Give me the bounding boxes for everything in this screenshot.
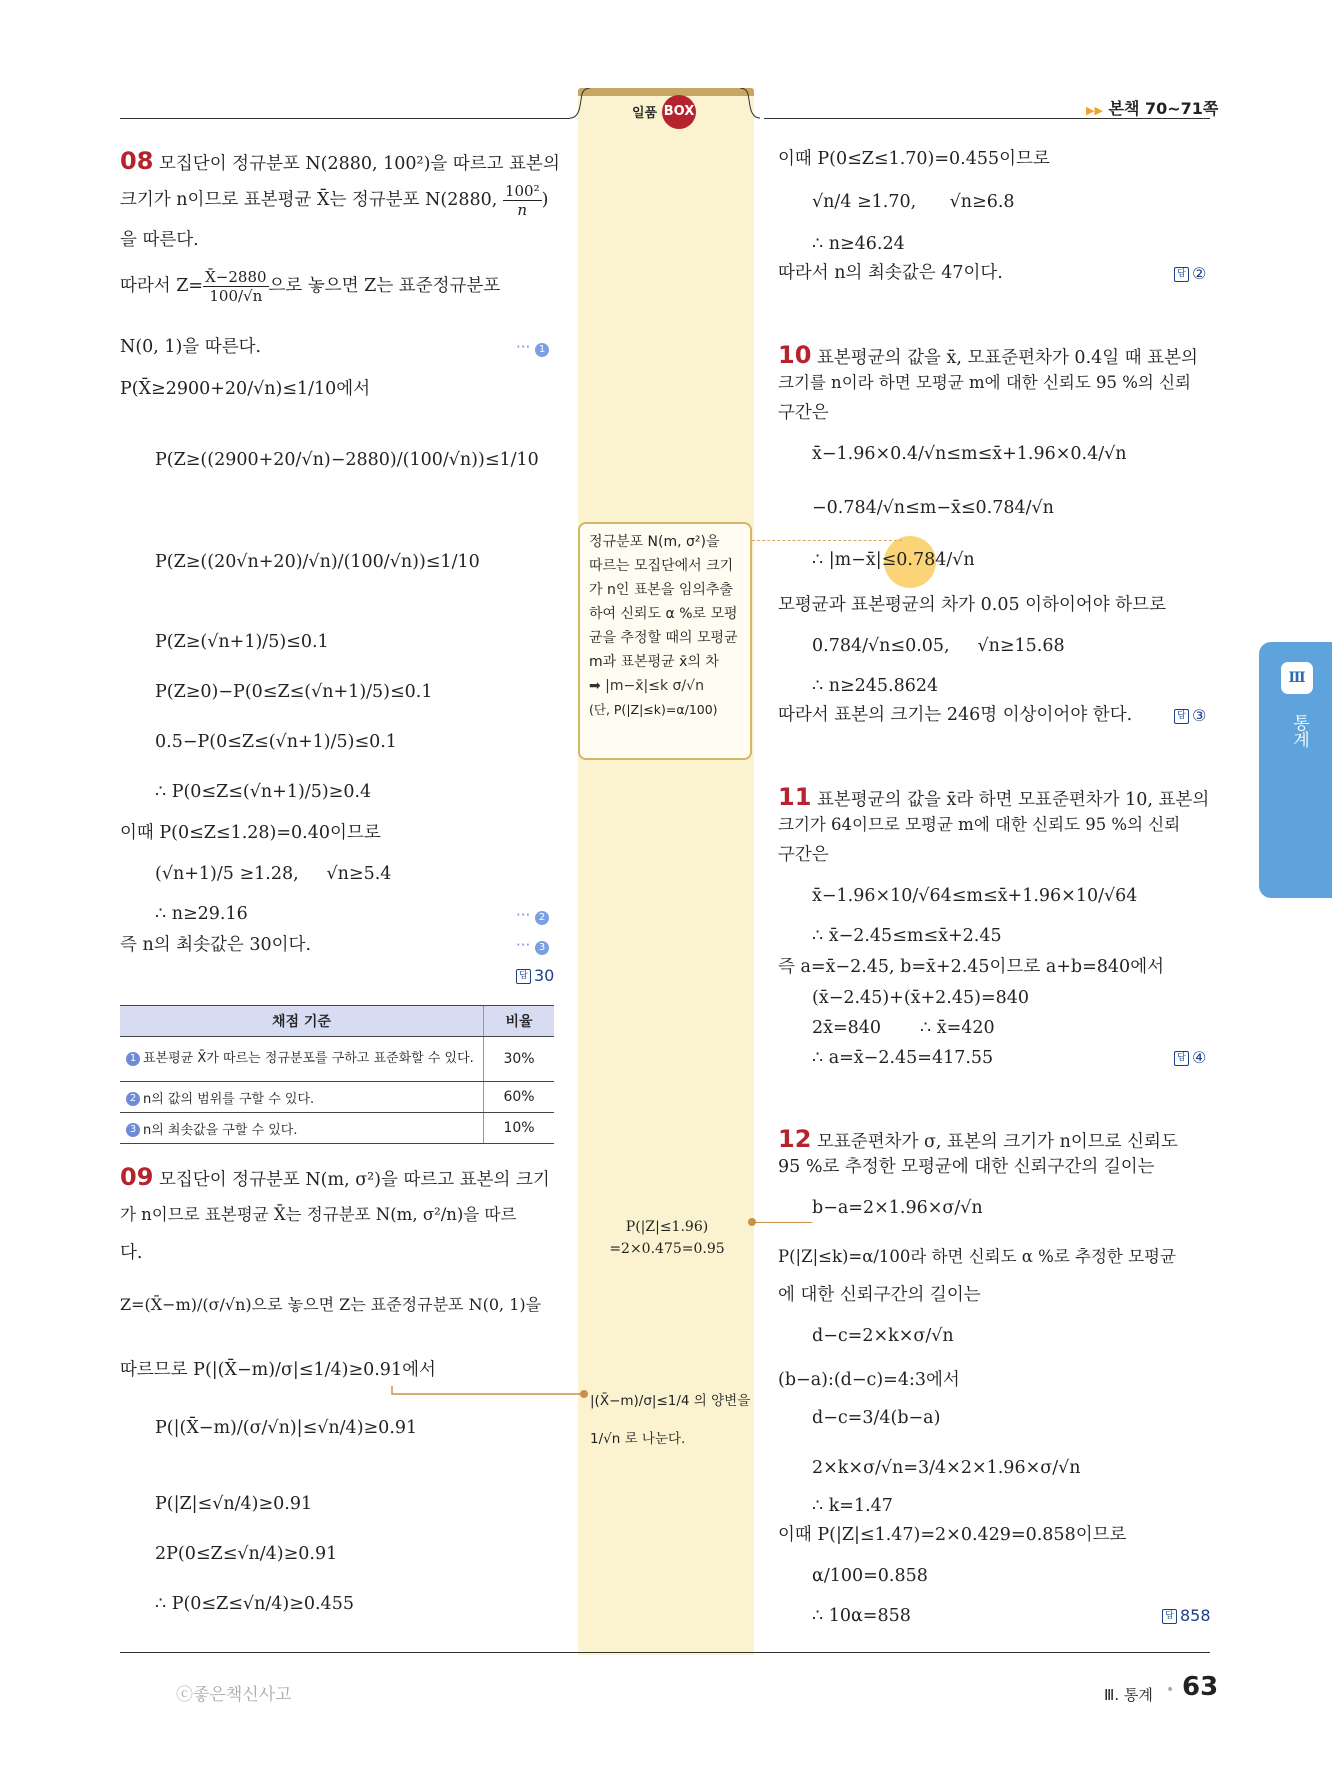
p09-eq1: P(|(X̄−m)/(σ/√n)|≤√n/4)≥0.91 xyxy=(155,1418,418,1438)
grading-row-text: n의 값의 범위를 구할 수 있다. xyxy=(143,1091,315,1107)
r-line2: 따라서 n의 최솟값은 47이다. xyxy=(778,263,1003,283)
p12-line3: P(|Z|≤k)=α/100라 하면 신뢰도 α %로 추정한 모평균 xyxy=(778,1247,1176,1266)
p11-line3: 구간은 xyxy=(778,845,829,865)
note-line: 가 n인 표본을 임의추출 xyxy=(589,582,733,598)
footer-chapter: Ⅲ. 통계 xyxy=(1104,1686,1153,1704)
p08-line4 xyxy=(120,268,500,305)
r-eq1 xyxy=(812,192,1015,212)
p10-eq5: ∴ n≥245.8624 xyxy=(812,676,939,696)
p12-eq5: 2×k×σ/√n=3/4×2×1.96×σ/√n xyxy=(812,1458,1081,1478)
note-condition: (단, P(|Z|≤k)=α/100) xyxy=(589,702,718,717)
p09-eq4: ∴ P(0≤Z≤√n/4)≥0.455 xyxy=(155,1594,354,1614)
p09-eq2: P(|Z|≤√n/4)≥0.91 xyxy=(155,1494,313,1514)
p11-answer-value: ④ xyxy=(1192,1048,1207,1067)
p12-eq6: ∴ k=1.47 xyxy=(812,1496,893,1516)
p12-eq2: d−c=2×k×σ/√n xyxy=(812,1326,954,1346)
p11-eq4 xyxy=(812,1018,995,1038)
chapter-tab-label: 통계 xyxy=(1289,714,1309,748)
p11-eq3: (x̄−2.45)+(x̄+2.45)=840 xyxy=(812,988,1030,1008)
p11-eq4b: ∴ x̄=420 xyxy=(920,1018,995,1038)
box-badge: BOX xyxy=(662,95,696,129)
p08-eq7b: √n≥5.4 xyxy=(326,864,392,884)
p08-line2-text: 크기가 n이므로 표본평균 X̄는 정규분포 N(2880, xyxy=(120,190,498,210)
r-eq2: ∴ n≥46.24 xyxy=(812,234,905,254)
p08-line4b: 으로 놓으면 Z는 표준정규분포 xyxy=(268,276,501,296)
footer-rule xyxy=(120,1652,1210,1653)
note-connector-2 xyxy=(752,1222,812,1223)
note3-line2: 1/√n 로 나눈다. xyxy=(590,1431,686,1447)
note-line: m과 표본평균 x̄의 차 xyxy=(589,654,719,670)
problem-11-number: 11 xyxy=(778,783,812,811)
problem-09 xyxy=(120,1162,550,1195)
problem-10-number: 10 xyxy=(778,341,812,369)
p10-eq2: −0.784/√n≤m−x̄≤0.784/√n xyxy=(812,498,1054,518)
note-line: 균을 추정할 때의 모평균 xyxy=(589,630,738,646)
p12-line5: 이때 P(|Z|≤1.47)=2×0.429=0.858이므로 xyxy=(778,1525,1127,1545)
note-probability xyxy=(592,1216,742,1260)
p11-eq5: ∴ a=x̄−2.45=417.55 xyxy=(812,1048,994,1068)
p10-answer xyxy=(1174,706,1206,725)
frac-num: 100² xyxy=(504,182,540,200)
p10-eq4 xyxy=(812,636,1065,656)
p08-line5: N(0, 1)을 따른다. xyxy=(120,337,262,357)
p08-eq5: 0.5−P(0≤Z≤(√n+1)/5)≤0.1 xyxy=(155,732,397,752)
frac-num: X̄−2880 xyxy=(205,268,267,286)
p08-eq1: P(Z≥((2900+20/√n)−2880)/(100/√n))≤1/10 xyxy=(155,450,539,470)
marker-1 xyxy=(516,338,549,357)
frac-den: n xyxy=(517,201,528,219)
row-number-icon: 3 xyxy=(126,1123,140,1137)
p12-eq4: d−c=3/4(b−a) xyxy=(812,1408,941,1428)
note-box-confidence xyxy=(578,522,752,760)
p12-line1: 모표준편차가 σ, 표본의 크기가 n이므로 신뢰도 xyxy=(816,1132,1178,1152)
marker-circle: 1 xyxy=(535,343,549,357)
p10-line4: 모평균과 표본평균의 차가 0.05 이하이어야 하므로 xyxy=(778,595,1166,615)
footer-dot: • xyxy=(1166,1682,1175,1698)
p08-line3: 을 따른다. xyxy=(120,230,199,250)
p08-eq3: P(Z≥(√n+1)/5)≤0.1 xyxy=(155,632,329,652)
p08-answer xyxy=(516,966,554,985)
p08-line2: 크기가 n이므로 표본평균 X̄는 정규분포 N(2880, $\frac{\text{100²}}{n}$ ) xyxy=(120,182,549,219)
answer-icon: 답 xyxy=(1174,267,1189,282)
note-connector-1 xyxy=(752,540,902,541)
book-ref-arrow-icon: ▶▶ xyxy=(1086,104,1103,117)
p12-line4: 에 대한 신뢰구간의 길이는 xyxy=(778,1285,981,1305)
grading-row-ratio: 30% xyxy=(484,1037,555,1082)
marker-prefix: ··· xyxy=(516,906,531,924)
box-label-prefix: 일품 xyxy=(632,106,658,121)
grading-row-ratio: 60% xyxy=(484,1082,555,1113)
p08-line8: 즉 n의 최솟값은 30이다. xyxy=(120,935,312,955)
answer-icon: 답 xyxy=(1174,709,1189,724)
problem-09-number: 09 xyxy=(120,1163,154,1191)
marker-2 xyxy=(516,906,549,925)
p11-eq1: x̄−1.96×10/√64≤m≤x̄+1.96×10/√64 xyxy=(812,886,1138,906)
answer-icon: 답 xyxy=(516,969,531,984)
chapter-icon: Ⅲ xyxy=(1281,662,1313,694)
marker-prefix: ··· xyxy=(516,338,531,356)
note-connector-3 xyxy=(390,1380,590,1410)
p08-line4a: 따라서 Z= xyxy=(120,276,204,296)
note2-line2: =2×0.475=0.95 xyxy=(609,1241,725,1257)
p09-line1: 모집단이 정규분포 N(m, σ²)을 따르고 표본의 크기 xyxy=(158,1170,550,1190)
p08-line1: 모집단이 정규분포 N(2880, 100²)을 따르고 표본의 xyxy=(158,154,560,174)
r-eq1b: √n≥6.8 xyxy=(949,192,1015,212)
p08-answer-value: 30 xyxy=(534,966,555,985)
p10-answer-value: ③ xyxy=(1192,706,1207,725)
connector-dot xyxy=(748,1218,756,1226)
p12-eq3: (b−a):(d−c)=4:3에서 xyxy=(778,1370,960,1390)
note2-line1: P(|Z|≤1.96) xyxy=(625,1219,709,1235)
note-line: 정규분포 N(m, σ²)을 xyxy=(589,534,720,550)
p09-line5: 따르므로 P(|(X̄−m)/σ|≤1/4)≥0.91에서 xyxy=(120,1360,436,1380)
r-line1: 이때 P(0≤Z≤1.70)=0.455이므로 xyxy=(778,149,1050,169)
p08-line7: 이때 P(0≤Z≤1.28)=0.40이므로 xyxy=(120,823,381,843)
marker-circle: 2 xyxy=(535,911,549,925)
p12-line2: 95 %로 추정한 모평균에 대한 신뢰구간의 길이는 xyxy=(778,1157,1155,1177)
p10-line5: 따라서 표본의 크기는 246명 이상이어야 한다. xyxy=(778,705,1133,725)
chapter-side-tab[interactable] xyxy=(1259,642,1332,898)
problem-08-number: 08 xyxy=(120,147,154,175)
note-divide xyxy=(590,1382,750,1458)
p09-eq3: 2P(0≤Z≤√n/4)≥0.91 xyxy=(155,1544,338,1564)
p09-answer xyxy=(1174,264,1206,283)
p11-line1: 표본평균의 값을 x̄라 하면 모표준편차가 10, 표본의 xyxy=(816,790,1210,810)
p12-answer-value: 858 xyxy=(1180,1606,1211,1625)
note3-line1: |(X̄−m)/σ|≤1/4 의 양변을 xyxy=(590,1393,751,1409)
p10-line1: 표본평균의 값을 x̄, 모표준편차가 0.4일 때 표본의 xyxy=(816,348,1198,368)
p11-eq2: ∴ x̄−2.45≤m≤x̄+2.45 xyxy=(812,926,1002,946)
p10-line2: 크기를 n이라 하면 모평균 m에 대한 신뢰도 95 %의 신뢰 xyxy=(778,373,1191,392)
p08-eq8: ∴ n≥29.16 xyxy=(155,904,248,924)
p08-z-fraction xyxy=(203,268,268,305)
grading-row xyxy=(120,1113,554,1144)
p10-line3: 구간은 xyxy=(778,403,829,423)
problem-12-number: 12 xyxy=(778,1125,812,1153)
p12-eq1: b−a=2×1.96×σ/√n xyxy=(812,1198,983,1218)
grading-header-criteria: 채점 기준 xyxy=(120,1006,484,1037)
p12-eq8: ∴ 10α=858 xyxy=(812,1606,911,1626)
marker-circle: 3 xyxy=(535,941,549,955)
book-ref-text: 본책 70~71쪽 xyxy=(1108,99,1219,118)
p08-line6: P(X̄≥2900+20/√n)≤1/10에서 xyxy=(120,379,371,399)
p10-eq1: x̄−1.96×0.4/√n≤m≤x̄+1.96×0.4/√n xyxy=(812,444,1127,464)
page-number: 63 xyxy=(1182,1672,1219,1702)
marker-3 xyxy=(516,936,549,955)
grading-table xyxy=(120,1005,554,1144)
p11-answer xyxy=(1174,1048,1206,1067)
p10-eq3: ∴ |m−x̄|≤0.784/√n xyxy=(812,550,975,570)
p11-line2: 크기가 64이므로 모평균 m에 대한 신뢰도 95 %의 신뢰 xyxy=(778,815,1181,834)
p09-line2: 가 n이므로 표본평균 X̄는 정규분포 N(m, σ²/n)을 따르 xyxy=(120,1205,517,1224)
p12-answer xyxy=(1162,1606,1211,1625)
grading-row-ratio: 10% xyxy=(484,1113,555,1144)
marker-prefix: ··· xyxy=(516,936,531,954)
r-eq1a: √n/4 ≥1.70, xyxy=(812,192,917,212)
copyright: ⓒ좋은책신사고 xyxy=(176,1685,292,1705)
answer-icon: 답 xyxy=(1174,1051,1189,1066)
p09-line4: Z=(X̄−m)/(σ/√n)으로 놓으면 Z는 표준정규분포 N(0, 1)을 xyxy=(120,1295,542,1314)
p08-eq7 xyxy=(155,864,391,884)
grading-row-text: n의 최솟값을 구할 수 있다. xyxy=(143,1122,298,1138)
p08-line2-fraction xyxy=(503,182,542,219)
note-line: 하여 신뢰도 α %로 모평 xyxy=(589,606,738,622)
header-rule-left xyxy=(120,118,570,119)
p10-eq4b: √n≥15.68 xyxy=(977,636,1065,656)
p08-eq6: ∴ P(0≤Z≤(√n+1)/5)≥0.4 xyxy=(155,782,372,802)
grading-header-ratio: 비율 xyxy=(484,1006,555,1037)
frac-den: 100/√n xyxy=(209,287,263,305)
book-reference xyxy=(1086,96,1218,119)
answer-icon: 답 xyxy=(1162,1609,1177,1624)
p11-eq4a: 2x̄=840 xyxy=(812,1018,882,1038)
p12-eq7: α/100=0.858 xyxy=(812,1566,928,1586)
note-line: 따르는 모집단에서 크기 xyxy=(589,558,734,574)
note-formula: ➡ |m−x̄|≤k σ/√n xyxy=(589,678,704,694)
p09-answer-value: ② xyxy=(1192,264,1207,283)
grading-row xyxy=(120,1037,554,1082)
grading-row-text: 표본평균 X̄가 따르는 정규분포를 구하고 표준화할 수 있다. xyxy=(143,1051,474,1066)
p09-line3: 다. xyxy=(120,1243,143,1263)
p08-eq2: P(Z≥((20√n+20)/√n)/(100/√n))≤1/10 xyxy=(155,552,480,572)
problem-08 xyxy=(120,146,560,179)
row-number-icon: 2 xyxy=(126,1092,140,1106)
row-number-icon: 1 xyxy=(126,1052,140,1066)
p10-eq4a: 0.784/√n≤0.05, xyxy=(812,636,950,656)
p11-line4: 즉 a=x̄−2.45, b=x̄+2.45이므로 a+b=840에서 xyxy=(778,957,1165,977)
grading-row xyxy=(120,1082,554,1113)
p08-eq4: P(Z≥0)−P(0≤Z≤(√n+1)/5)≤0.1 xyxy=(155,682,433,702)
p08-eq7a: (√n+1)/5 ≥1.28, xyxy=(155,864,299,884)
